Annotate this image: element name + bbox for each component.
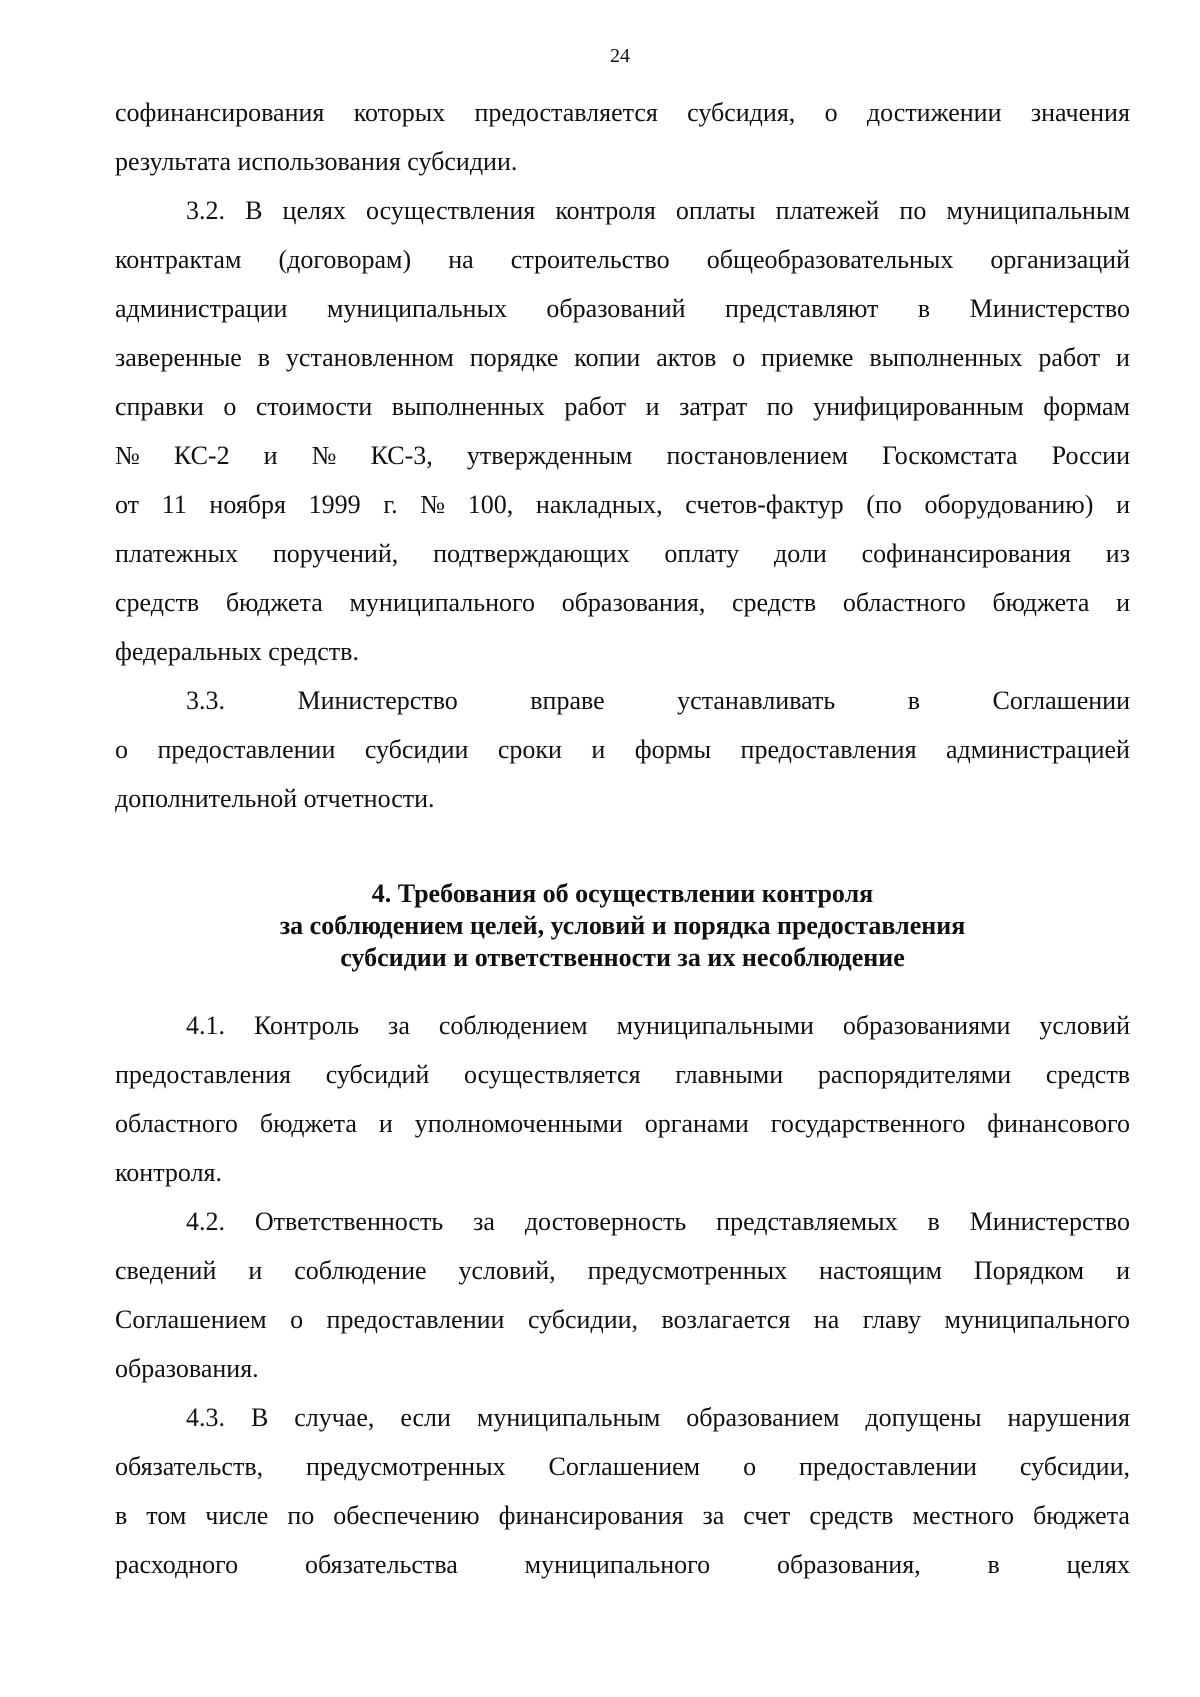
line-word: муниципальным <box>476 1403 661 1432</box>
line-word: работ <box>1038 343 1101 372</box>
paragraph-4-3 <box>115 1393 1130 1589</box>
line-word: предусмотренных <box>587 1256 788 1285</box>
line-word: целях <box>282 196 346 225</box>
line-word: и <box>1116 490 1130 519</box>
line-word: постановлением <box>666 441 848 470</box>
line-word: оплату <box>664 539 740 568</box>
line-word: установленном <box>285 343 454 372</box>
line-word: условий <box>1039 1011 1130 1040</box>
line-word: по <box>766 392 794 421</box>
line-word: образования, <box>561 588 706 617</box>
line-word: Министерство <box>297 686 458 715</box>
line-word: и <box>263 441 278 470</box>
line-word: 1999 <box>308 490 361 519</box>
line-word: по <box>899 196 927 225</box>
line-word: копии <box>574 343 641 372</box>
line-word: осуществляется <box>463 1060 641 1089</box>
line-word: о <box>223 392 237 421</box>
line-word: которых <box>353 98 446 127</box>
line-word: унифицированным <box>813 392 1024 421</box>
text-line <box>115 1540 1130 1589</box>
line-word: и <box>591 735 606 764</box>
line-word: 100, <box>467 490 514 519</box>
text-line <box>115 88 1130 137</box>
line-word: образования, <box>777 1550 921 1579</box>
line-word: соблюдение <box>294 1256 427 1285</box>
line-word: контроля <box>555 196 656 225</box>
line-word: в <box>907 686 920 715</box>
paragraph-3-2 <box>115 186 1130 676</box>
line-word: областного <box>115 1109 238 1138</box>
line-word: главу <box>862 1305 921 1334</box>
line-word: целях <box>1066 1550 1130 1579</box>
line-word: средств <box>1045 1060 1130 1089</box>
line-word: предоставления <box>115 1060 291 1089</box>
line-word: выполненных <box>869 343 1023 372</box>
text-line <box>115 1197 1130 1246</box>
line-word: субсидии <box>364 735 469 764</box>
line-word: образований <box>546 294 686 323</box>
line-word: № <box>420 490 446 519</box>
text-line <box>115 382 1130 431</box>
line-word: В <box>250 1403 269 1432</box>
line-word: вправе <box>530 686 605 715</box>
text-line <box>115 333 1130 382</box>
line-word: в <box>257 343 271 372</box>
line-word: контрактам <box>115 245 242 274</box>
line-word: заверенные <box>115 343 242 372</box>
section-heading-line: за соблюдением целей, условий и порядка предоставления <box>279 911 966 940</box>
line-word: утвержденным <box>466 441 633 470</box>
line-word: в <box>987 1550 1000 1579</box>
line-word: 4.2. <box>186 1207 225 1236</box>
line-word: от <box>115 490 140 519</box>
line-word: затрат <box>679 392 748 421</box>
line-word: (по <box>866 490 902 519</box>
line-word: за <box>473 1207 495 1236</box>
line-word: расходного <box>115 1550 239 1579</box>
text-line <box>115 578 1130 627</box>
line-word: средств <box>809 1501 894 1530</box>
line-word: средств <box>115 588 200 617</box>
line-word: главными <box>675 1060 784 1089</box>
section-heading-line: 4. Требования об осуществлении контроля <box>371 879 874 908</box>
line-word: о <box>115 735 128 764</box>
line-word: субсидий <box>325 1060 430 1089</box>
line-word: за <box>702 1501 725 1530</box>
line-word: предоставлении <box>157 735 336 764</box>
line-word: муниципальным <box>946 196 1130 225</box>
line-word: о <box>290 1305 304 1334</box>
line-word: софинансирования <box>115 98 325 127</box>
line-word: том <box>146 1501 187 1530</box>
line-word: 3.2. <box>186 196 225 225</box>
text-line: федеральных средств. <box>115 637 359 666</box>
text-line <box>115 1295 1130 1344</box>
line-word: уполномоченными <box>414 1109 623 1138</box>
line-word: достоверность <box>524 1207 687 1236</box>
text-line <box>115 1442 1130 1491</box>
line-word: муниципального <box>349 588 536 617</box>
line-word: представляют <box>725 294 879 323</box>
text-line <box>115 1099 1130 1148</box>
text-line <box>115 1246 1130 1295</box>
body-text-top <box>115 88 1130 823</box>
line-word: финансового <box>987 1109 1130 1138</box>
line-word: по <box>287 1501 315 1530</box>
line-word: государственного <box>770 1109 966 1138</box>
line-word: 4.3. <box>186 1403 225 1432</box>
line-word: 3.3. <box>186 686 225 715</box>
line-word: достижении <box>866 98 1002 127</box>
line-word: Порядком <box>973 1256 1085 1285</box>
line-word: соблюдением <box>438 1011 588 1040</box>
text-line <box>115 235 1130 284</box>
line-word: предоставления <box>740 735 917 764</box>
line-word: бюджета <box>992 588 1090 617</box>
text-line <box>115 725 1130 774</box>
line-word: о <box>732 343 746 372</box>
line-word: Министерство <box>969 1207 1130 1236</box>
line-word: бюджета <box>225 588 323 617</box>
line-word: числе <box>205 1501 269 1530</box>
line-word: № <box>311 441 337 470</box>
line-word: счет <box>743 1501 791 1530</box>
line-word: муниципальными <box>616 1011 814 1040</box>
line-word: организаций <box>990 245 1130 274</box>
line-word: 11 <box>161 490 187 519</box>
line-word: предусмотренных <box>306 1452 506 1481</box>
line-word: софинансирования <box>861 539 1071 568</box>
line-word: в <box>927 1207 940 1236</box>
line-word: КС-2 <box>173 441 230 470</box>
section-heading-line: субсидии и ответственности за их несоблюдение <box>340 943 905 972</box>
line-word: условий, <box>458 1256 556 1285</box>
text-line <box>115 1050 1130 1099</box>
line-word: субсидии, <box>527 1305 639 1334</box>
line-word: накладных, <box>535 490 663 519</box>
line-word: муниципального <box>524 1550 711 1579</box>
line-word: предоставлении <box>799 1452 977 1481</box>
body-text-bottom <box>115 1001 1130 1589</box>
line-word: на <box>813 1305 840 1334</box>
line-word: России <box>1051 441 1130 470</box>
line-word: платежных <box>115 539 239 568</box>
line-word: № <box>115 441 140 470</box>
line-word: областного <box>842 588 966 617</box>
line-word: бюджета <box>1032 1501 1130 1530</box>
page-number: 24 <box>610 45 630 67</box>
line-word: приемке <box>761 343 854 372</box>
text-line <box>115 676 1130 725</box>
line-word: о <box>743 1452 757 1481</box>
line-word: устанавливать <box>677 686 836 715</box>
text-line <box>115 480 1130 529</box>
line-word: возлагается <box>661 1305 791 1334</box>
line-word: поручений, <box>272 539 399 568</box>
line-word: сроки <box>497 735 562 764</box>
line-word: субсидия, <box>687 98 796 127</box>
line-word: органами <box>644 1109 749 1138</box>
line-word: Министерство <box>969 294 1130 323</box>
line-word: Ответственность <box>254 1207 444 1236</box>
text-line: результата использования субсидии. <box>115 147 518 176</box>
line-word: образованием <box>686 1403 840 1432</box>
line-word: допущены <box>865 1403 982 1432</box>
line-word: обязательства <box>305 1550 458 1579</box>
line-word: и <box>1116 343 1130 372</box>
line-word: обеспечению <box>333 1501 480 1530</box>
line-word: 4.1. <box>186 1011 225 1040</box>
line-word: в <box>115 1501 128 1530</box>
line-word: муниципальных <box>326 294 507 323</box>
line-word: администрацией <box>945 735 1130 764</box>
line-word: и <box>1116 1256 1130 1285</box>
text-line <box>115 1491 1130 1540</box>
line-word: платежей <box>775 196 880 225</box>
text-line: дополнительной отчетности. <box>115 784 435 813</box>
line-word: доли <box>774 539 827 568</box>
line-word: КС-3, <box>370 441 433 470</box>
line-word: обязательств, <box>115 1452 264 1481</box>
line-word: из <box>1105 539 1130 568</box>
line-word: общеобразовательных <box>706 245 954 274</box>
line-word: нарушения <box>1007 1403 1130 1432</box>
paragraph-4-2 <box>115 1197 1130 1393</box>
text-line <box>115 284 1130 333</box>
line-word: представляемых <box>716 1207 898 1236</box>
line-word: в <box>917 294 931 323</box>
line-word: Госкомстата <box>882 441 1018 470</box>
line-word: (договорам) <box>278 245 412 274</box>
line-word: Соглашением <box>548 1452 701 1481</box>
line-word: настоящим <box>819 1256 942 1285</box>
line-word: формам <box>1043 392 1130 421</box>
line-word: на <box>448 245 474 274</box>
line-word: субсидии, <box>1019 1452 1130 1481</box>
line-word: бюджета <box>259 1109 357 1138</box>
line-word: выполненных <box>391 392 545 421</box>
line-word: и <box>1116 588 1130 617</box>
text-line: контроля. <box>115 1158 222 1187</box>
line-word: ноября <box>209 490 286 519</box>
line-word: средств <box>732 588 817 617</box>
line-word: В <box>245 196 263 225</box>
line-word: оборудованию) <box>924 490 1094 519</box>
line-word: распорядителями <box>817 1060 1012 1089</box>
line-word: формы <box>634 735 712 764</box>
text-line <box>115 529 1130 578</box>
text-line <box>115 1393 1130 1442</box>
text-line <box>115 431 1130 480</box>
line-word: предоставляется <box>474 98 658 127</box>
line-word: осуществления <box>366 196 536 225</box>
line-word: и <box>645 392 660 421</box>
line-word: Соглашении <box>992 686 1130 715</box>
line-word: если <box>400 1403 451 1432</box>
paragraph-3-3 <box>115 676 1130 823</box>
line-word: стоимости <box>255 392 373 421</box>
text-line: образования. <box>115 1354 259 1383</box>
text-line <box>115 1001 1130 1050</box>
line-word: строительство <box>510 245 670 274</box>
paragraph-4-1 <box>115 1001 1130 1197</box>
line-word: за <box>388 1011 410 1040</box>
line-word: справки <box>115 392 204 421</box>
line-word: актов <box>656 343 717 372</box>
line-word: предоставлении <box>326 1305 505 1334</box>
line-word: администрации <box>115 294 288 323</box>
line-word: о <box>824 98 838 127</box>
line-word: местного <box>912 1501 1014 1530</box>
line-word: значения <box>1030 98 1130 127</box>
line-word: финансирования <box>498 1501 684 1530</box>
line-word: сведений <box>115 1256 217 1285</box>
section-heading <box>115 878 1130 974</box>
line-word: счетов-фактур <box>685 490 844 519</box>
line-word: образованиями <box>842 1011 1011 1040</box>
text-line <box>115 186 1130 235</box>
line-word: и <box>248 1256 263 1285</box>
line-word: порядке <box>469 343 559 372</box>
line-word: оплаты <box>675 196 756 225</box>
line-word: и <box>378 1109 393 1138</box>
line-word: Контроль <box>253 1011 360 1040</box>
line-word: г. <box>383 490 398 519</box>
line-word: муниципального <box>944 1305 1130 1334</box>
line-word: подтверждающих <box>433 539 630 568</box>
line-word: случае, <box>294 1403 375 1432</box>
line-word: Соглашением <box>115 1305 267 1334</box>
line-word: работ <box>564 392 627 421</box>
paragraph-continuation <box>115 88 1130 186</box>
